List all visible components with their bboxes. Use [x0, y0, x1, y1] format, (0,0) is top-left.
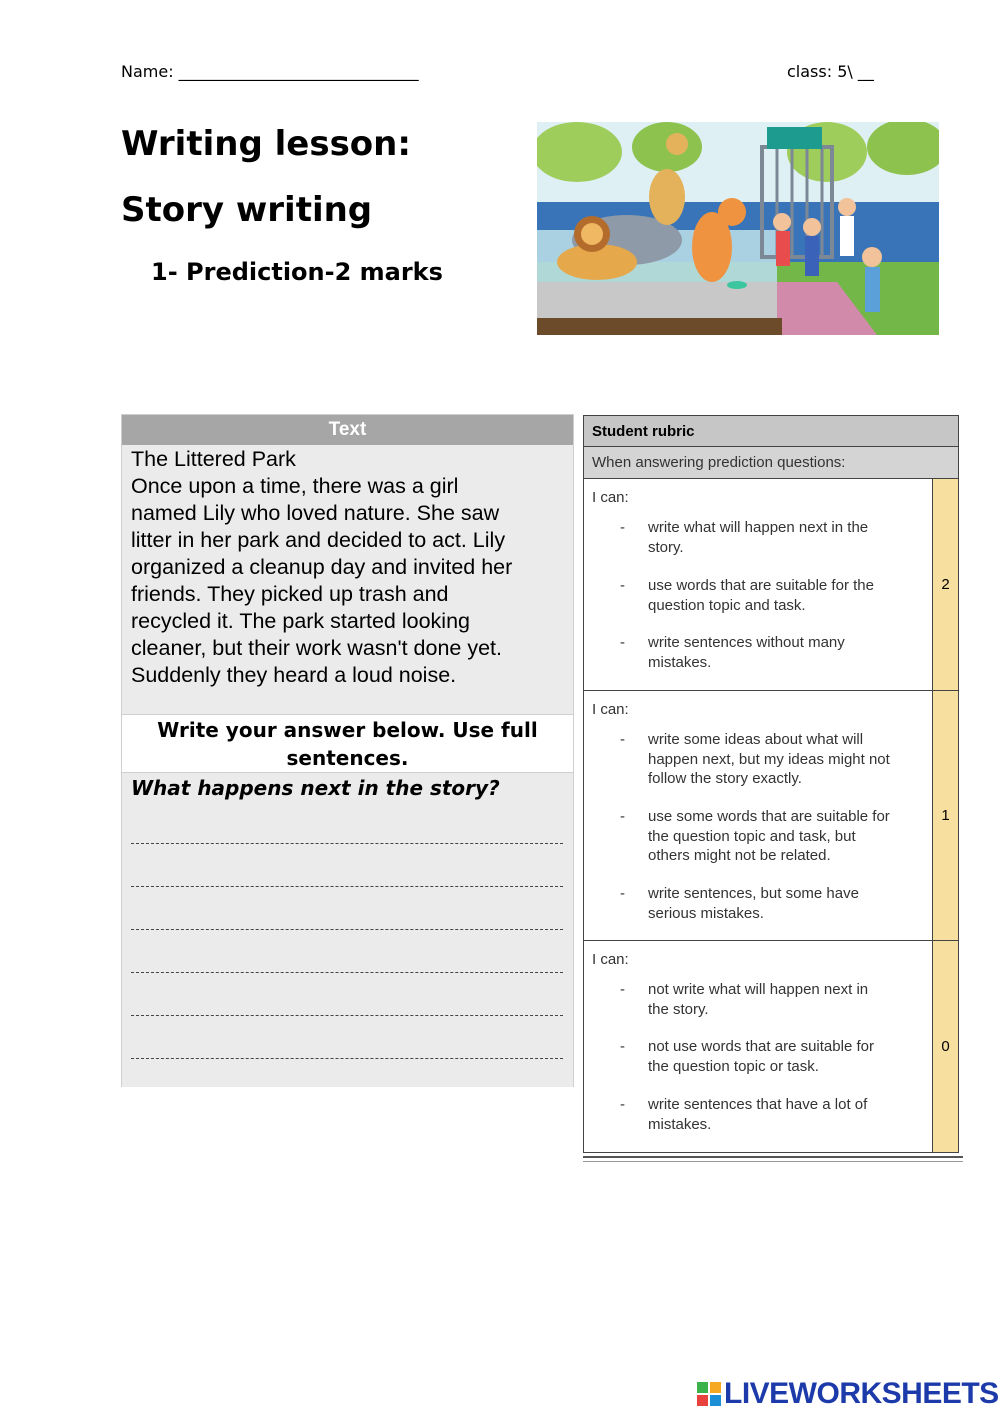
criterion-line: use some words that are suitable for: [648, 808, 890, 825]
criterion-line: serious mistakes.: [648, 904, 764, 922]
criterion-line: the story.: [648, 1000, 709, 1018]
criterion-line: write sentences that have a lot of: [648, 1096, 868, 1113]
rubric-lead: I can:: [592, 489, 629, 506]
instruction-line: Write your answer below. Use full: [157, 718, 538, 742]
rubric-criteria: [584, 691, 933, 940]
rubric-row-score-2: [583, 479, 959, 691]
answer-instruction: [122, 715, 573, 773]
bullet-dash: -: [620, 519, 625, 536]
rubric-lead: I can:: [592, 951, 629, 968]
rubric-criteria: [584, 941, 933, 1152]
answer-line[interactable]: [131, 972, 563, 973]
bullet-dash: -: [620, 885, 625, 902]
answer-line[interactable]: [131, 886, 563, 887]
name-field-label: Name: ______________________________: [121, 62, 419, 81]
answer-line[interactable]: [131, 843, 563, 844]
answer-area: [122, 773, 573, 1087]
story-line: recycled it. The park started looking: [131, 609, 470, 633]
criterion-line: mistakes.: [648, 653, 712, 671]
page-subtitle: Story writing: [121, 190, 373, 230]
rubric-row-score-0: [583, 941, 959, 1153]
rubric-title: Student rubric: [583, 415, 959, 447]
criterion-line: story.: [648, 538, 684, 556]
bullet-dash: -: [620, 731, 625, 748]
answer-line[interactable]: [131, 1058, 563, 1059]
bullet-dash: -: [620, 577, 625, 594]
question-prompt: What happens next in the story?: [131, 776, 500, 800]
story-line: litter in her park and decided to act. Lily: [131, 528, 506, 552]
criterion-line: question topic and task.: [648, 596, 806, 614]
answer-line[interactable]: [131, 929, 563, 930]
criterion-line: others might not be related.: [648, 847, 831, 864]
answer-line[interactable]: [131, 1015, 563, 1016]
bullet-dash: -: [620, 1096, 625, 1113]
criterion-line: happen next, but my ideas might not: [648, 750, 890, 768]
story-line: organized a cleanup day and invited her: [131, 555, 513, 579]
rubric-subtitle: When answering prediction questions:: [583, 447, 959, 479]
story-line: Suddenly they heard a loud noise.: [131, 663, 457, 687]
criterion-line: the question topic and task, but: [648, 827, 856, 845]
class-field-label: class: 5\ __: [787, 62, 874, 81]
bullet-dash: -: [620, 981, 625, 998]
zoo-illustration: [537, 122, 939, 335]
story-line: Once upon a time, there was a girl: [131, 474, 459, 498]
rubric-score: 1: [932, 691, 958, 940]
story-line: cleaner, but their work wasn't done yet.: [131, 636, 503, 660]
bullet-dash: -: [620, 634, 625, 651]
liveworksheets-logo-icon: [697, 1382, 721, 1406]
rubric-score: 0: [932, 941, 958, 1152]
criterion-line: write some ideas about what will: [648, 731, 864, 748]
rubric-score: 2: [932, 479, 958, 690]
bullet-dash: -: [620, 1038, 625, 1055]
logo-text: LIVEWORKSHEETS: [724, 1377, 999, 1410]
student-rubric: [583, 415, 961, 1155]
criterion-line: follow the story exactly.: [648, 770, 802, 787]
criterion-line: write sentences, but some have: [648, 885, 859, 902]
story-text-table: [121, 414, 574, 1087]
rubric-row-score-1: [583, 691, 959, 941]
criterion-line: mistakes.: [648, 1115, 712, 1133]
story-line: named Lily who loved nature. She saw: [131, 501, 500, 525]
criterion-line: the question topic or task.: [648, 1057, 819, 1075]
criterion-line: write sentences without many: [648, 634, 845, 651]
story-passage: [122, 445, 573, 715]
page-title: Writing lesson:: [121, 124, 411, 164]
criterion-line: not use words that are suitable for: [648, 1038, 874, 1055]
criterion-line: use words that are suitable for the: [648, 577, 874, 594]
rubric-criteria: [584, 479, 933, 690]
criterion-line: write what will happen next in the: [648, 519, 869, 536]
section-heading: 1- Prediction-2 marks: [151, 258, 443, 286]
text-table-header: Text: [122, 415, 573, 445]
story-title: The Littered Park: [131, 447, 296, 471]
instruction-line: sentences.: [286, 746, 409, 770]
story-line: friends. They picked up trash and: [131, 582, 449, 606]
criterion-line: not write what will happen next in: [648, 981, 869, 998]
bullet-dash: -: [620, 808, 625, 825]
rubric-lead: I can:: [592, 701, 629, 718]
rubric-bottom-rule: [583, 1156, 963, 1162]
